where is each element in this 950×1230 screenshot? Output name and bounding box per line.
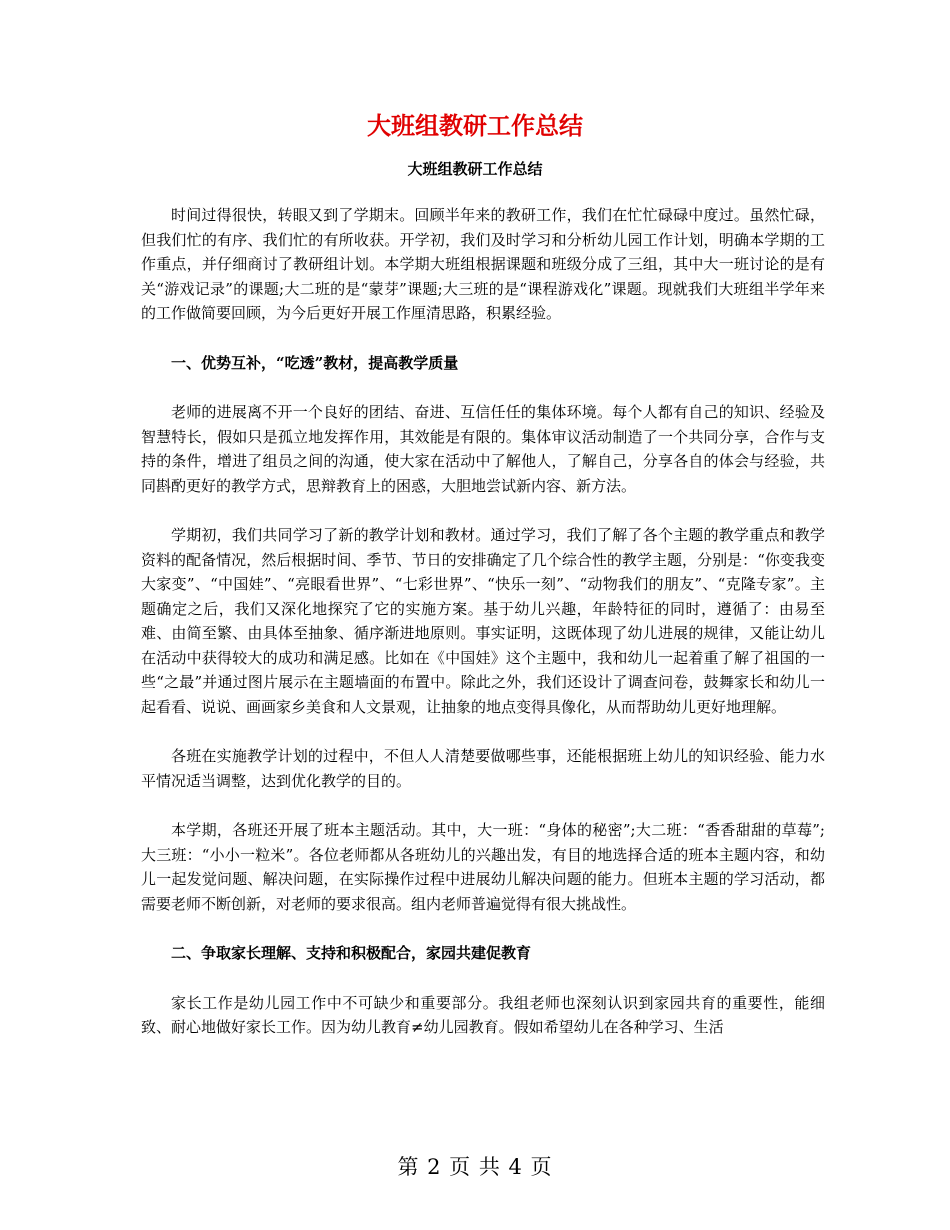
section-heading-1: 一、优势互补，“吃透”教材，提高教学质量: [171, 353, 459, 372]
page-footer: 第 2 页 共 4 页: [397, 1155, 553, 1179]
document-title: 大班组教研工作总结: [367, 111, 583, 140]
paragraph-class-themes: 本学期，各班还开展了班本主题活动。其中，大一班：“身体的秘密”;大二班：“香香甜甜的草莓”;大三班：“小小一粒米”。各位老师都从各班幼儿的兴趣出发，有目的地选择合适的班本主题内容，和幼儿一起发觉问题、解决问题，在实际操作过程中进展幼儿解决问题的能力。但班本主题的学习活动，都需要老师不断创新，对老师的要求很高。组内老师普遍觉得有很大挑战性。: [141, 821, 825, 913]
document-body: [141, 203, 825, 1040]
paragraph-themes: 学期初，我们共同学习了新的教学计划和教材。通过学习，我们了解了各个主题的教学重点和教学资料的配备情况，然后根据时间、季节、节日的安排确定了几个综合性的教学主题，分别是：“你变我变大家变”、“中国娃”、“亮眼看世界”、“七彩世界”、“快乐一刻”、“动物我们的朋友”、“克隆专家”。主题确定之后，我们又深化地探究了它的实施方案。基于幼儿兴趣，年龄特征的同时，遵循了：由易至难、由简至繁、由具体至抽象、循序渐进地原则。事实证明，这既体现了幼儿进展的规律，又能让幼儿在活动中获得较大的成功和满足感。比如在《中国娃》这个主题中，我和幼儿一起着重了解了祖国的一些“之最”并通过图片展示在主题墙面的布置中。除此之外，我们还设计了调查问卷，鼓舞家长和幼儿一起看看、说说、画画家乡美食和人文景观，让抽象的地点变得具像化，从而帮助幼儿更好地理解。: [141, 526, 825, 716]
paragraph-intro: 时间过得很快，转眼又到了学期末。回顾半年来的教研工作，我们在忙忙碌碌中度过。虽然忙碌，但我们忙的有序、我们忙的有所收获。开学初，我们及时学习和分析幼儿园工作计划，明确本学期的工作重点，并仔细商讨了教研组计划。本学期大班组根据课题和班级分成了三组，其中大一班讨论的是有关“游戏记录”的课题;大二班的是“蒙芽”课题;大三班的是“课程游戏化”课题。现就我们大班组半学年来的工作做简要回顾，为今后更好开展工作厘清思路，积累经验。: [141, 206, 825, 322]
paragraph-teamwork: 老师的进展离不开一个良好的团结、奋进、互信任任的集体环境。每个人都有自己的知识、经验及智慧特长，假如只是孤立地发挥作用，其效能是有限的。集体审议活动制造了一个共同分享，合作与支持的条件，增进了组员之间的沟通，使大家在活动中了解他人，了解自己，分享各自的体会与经验，共同斟酌更好的教学方式，思辩教育上的困惑，大胆地尝试新内容、新方法。: [141, 403, 825, 495]
section-heading-2: 二、争取家长理解、支持和积极配合，家园共建促教育: [171, 944, 532, 962]
paragraph-parents: 家长工作是幼儿园工作中不可缺少和重要部分。我组老师也深刻认识到家园共育的重要性，能细致、耐心地做好家长工作。因为幼儿教育≠幼儿园教育。假如希望幼儿在各种学习、生活: [141, 993, 825, 1036]
document-subtitle: 大班组教研工作总结: [407, 160, 543, 178]
paragraph-adjustment: 各班在实施教学计划的过程中，不但人人清楚要做哪些事，还能根据班上幼儿的知识经验、能力水平情况适当调整，达到优化教学的目的。: [141, 747, 825, 790]
